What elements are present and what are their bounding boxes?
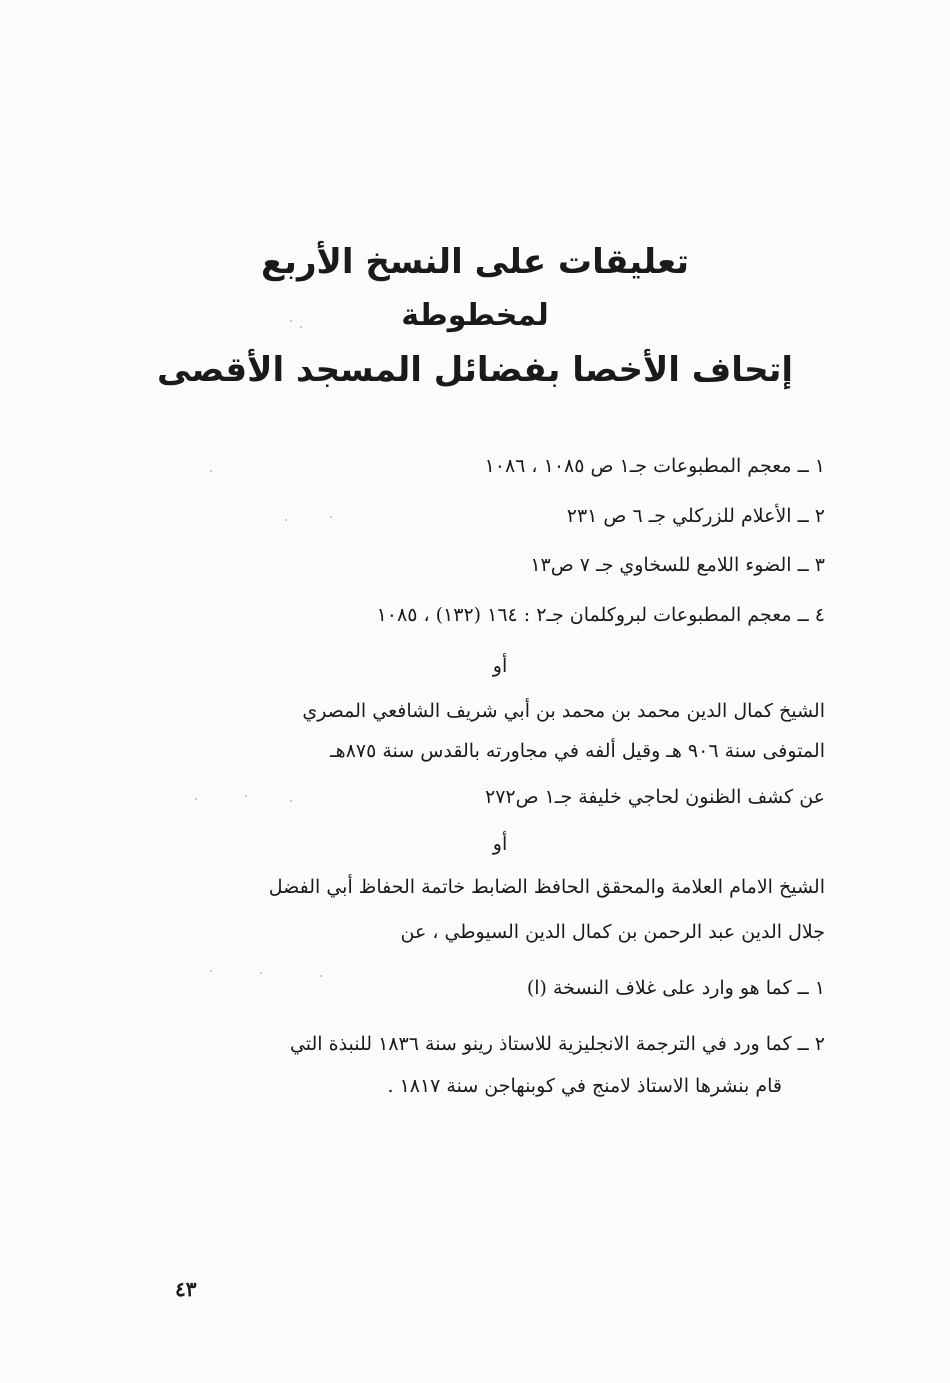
title-line-2: لمخطوطة: [401, 298, 549, 333]
paragraph-1-line-1: الشيخ كمال الدين محمد بن محمد بن أبي شريف الشافعي المصري: [302, 700, 825, 722]
scan-speck: [330, 516, 332, 518]
scan-speck: [290, 320, 292, 322]
page-number: ٤٣: [175, 1277, 197, 1301]
title-line-3: إتحاف الأخصا بفضائل المسجد الأقصى: [157, 350, 793, 390]
title-block: [0, 235, 950, 397]
scan-speck: [210, 970, 212, 972]
note-item-2-continuation: قام بنشرها الاستاذ لامنج في كوبنهاجن سنة ١٨١٧ .: [387, 1075, 782, 1097]
scan-speck: [245, 795, 247, 797]
or-separator-2: أو: [492, 833, 508, 855]
reference-item-1: ١ ــ معجم المطبوعات جـ١ ص ١٠٨٥ ، ١٠٨٦: [484, 455, 825, 477]
reference-item-3: ٣ ــ الضوء اللامع للسخاوي جـ ٧ ص١٣: [530, 554, 825, 576]
scan-speck: [320, 975, 322, 977]
scan-speck: [195, 798, 197, 800]
scan-speck: [210, 470, 212, 472]
note-item-1: ١ ــ كما هو وارد على غلاف النسخة (ا): [526, 977, 825, 999]
reference-item-4: ٤ ــ معجم المطبوعات لبروكلمان جـ٢ : ١٦٤ (١٣٢) ، ١٠٨٥: [376, 604, 825, 626]
reference-item-2: ٢ ــ الأعلام للزركلي جـ ٦ ص ٢٣١: [566, 505, 825, 527]
paragraph-2-line-1: الشيخ الامام العلامة والمحقق الحافظ الضابط خاتمة الحفاظ أبي الفضل: [268, 876, 825, 898]
scan-speck: [285, 519, 287, 521]
title-line-1: تعليقات على النسخ الأربع: [260, 242, 690, 282]
scan-speck: [290, 800, 292, 802]
note-item-2: ٢ ــ كما ورد في الترجمة الانجليزية للاستاذ رينو سنة ١٨٣٦ للنبذة التي: [289, 1033, 825, 1055]
scan-speck: [260, 972, 262, 974]
or-separator-1: أو: [492, 655, 508, 677]
paragraph-1-line-2: المتوفى سنة ٩٠٦ هـ وقيل ألفه في مجاورته بالقدس سنة ٨٧٥هـ: [330, 740, 825, 762]
paragraph-2-line-2: جلال الدين عبد الرحمن بن كمال الدين السيوطي ، عن: [400, 921, 825, 943]
paragraph-1-line-3: عن كشف الظنون لحاجي خليفة جـ١ ص٢٧٢: [485, 786, 825, 808]
scan-speck: [300, 326, 302, 328]
